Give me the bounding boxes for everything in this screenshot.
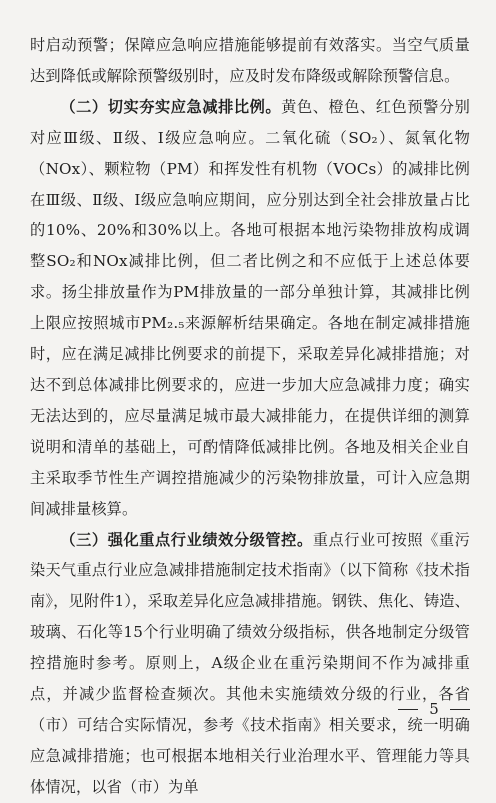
page-footer — [398, 696, 470, 722]
section-2-heading: （二）切实夯实应急减排比例。 — [60, 97, 282, 116]
footer-dash-right — [450, 709, 470, 710]
section-2-body: 黄色、橙色、红色预警分别对应Ⅲ级、Ⅱ级、Ⅰ级应急响应。二氧化硫（SO₂）、氮氧化物（NOx）、颗粒物（PM）和挥发性有机物（VOCs）的减排比例在Ⅲ级、Ⅱ级、Ⅰ级应急响应期间，应分别达到全社会排放量占比的10%、20%和30%以上。各地可根据本地污染物排放构成调整SO₂和NOx减排比例，但二者比例之和不应低于上述总体要求。扬尘排放量作为PM排放量的一部分单独计算，其减排比例上限应按照城市PM₂.₅来源解析结果确定。各地在制定减排措施时，应在满足减排比例要求的前提下，采取差异化减排措施；对达不到总体减排比例要求的，应进一步加大应急减排力度；确实无法达到的，应尽量满足城市最大减排能力，在提供详细的测算说明和清单的基础上，可酌情降低减排比例。各地及相关企业自主采取季节性生产调控措施减少的污染物排放量，可计入应急期间减排量核算。 — [30, 97, 470, 518]
section-3-paragraph — [30, 525, 470, 803]
section-3-heading: （三）强化重点行业绩效分级管控。 — [60, 530, 313, 549]
section-2-paragraph — [30, 92, 470, 525]
footer-dash-left — [398, 709, 418, 710]
page-number: 5 — [429, 700, 439, 718]
section-3-body: 重点行业可按照《重污染天气重点行业应急减排措施制定技术指南》（以下简称《技术指南》，见附件1），采取差异化应急减排措施。钢铁、焦化、铸造、玻璃、石化等15个行业明确了绩效分级指标，供各地制定分级管控措施时参考。原则上，A级企业在重污染期间不作为减排重点，并减少监督检查频次。其他未实施绩效分级的行业，各省（市）可结合实际情况，参考《技术指南》相关要求，统一明确应急减排措施；也可根据本地相关行业治理水平、管理能力等具体情况，以省（市）为单 — [30, 530, 471, 796]
paragraph-intro: 时启动预警；保障应急响应措施能够提前有效落实。当空气质量达到降低或解除预警级别时，应及时发布降级或解除预警信息。 — [30, 36, 470, 85]
body-text — [30, 30, 470, 803]
